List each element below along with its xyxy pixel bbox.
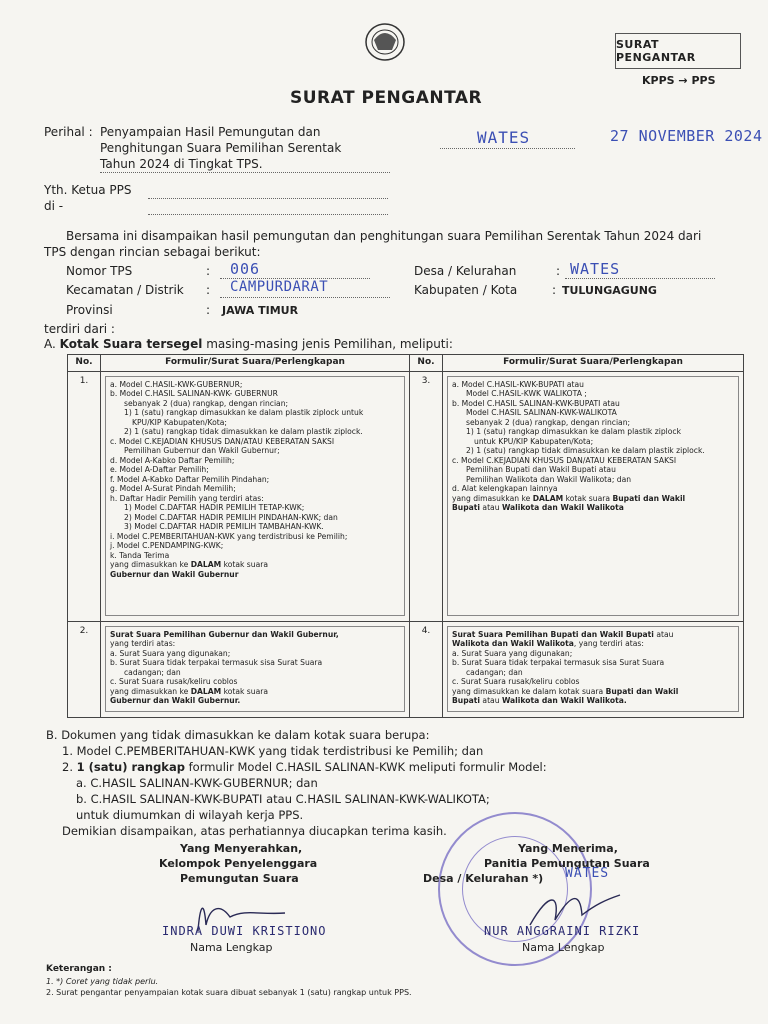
row1-right-line: Model C.HASIL SALINAN-KWK-WALIKOTA <box>466 408 617 418</box>
row1-no-right: 3. <box>410 372 443 622</box>
table-header-form-right: Formulir/Surat Suara/Perlengkapan <box>443 355 744 372</box>
kecamatan-colon: : <box>206 283 211 297</box>
section-a-heading <box>44 337 453 351</box>
row1-left-line: sebanyak 2 (dua) rangkap, dengan rincian; <box>124 398 289 408</box>
section-a-bold: Kotak Suara tersegel <box>59 337 203 351</box>
table-row <box>68 372 744 622</box>
surat-pengantar-box: SURAT PENGANTAR <box>615 33 741 69</box>
yth-label: Yth. Ketua PPS <box>44 183 132 197</box>
row2-left-line: c. Surat Suara rusak/keliru coblos <box>110 677 238 687</box>
right-sign-line-3: Desa / Kelurahan *) <box>423 872 544 885</box>
nomor-tps-colon: : <box>206 264 211 278</box>
row2-right-line: a. Surat Suara yang digunakan; <box>452 648 573 658</box>
section-b-item-2 <box>62 760 547 774</box>
row2-right-closing-bupati: Bupati <box>452 696 480 706</box>
row2-left-line: b. Surat Suara tidak terpakai termasuk sisa Surat Suara <box>110 658 323 668</box>
left-name-handwritten: INDRA DUWI KRISTIONO <box>162 924 327 938</box>
row1-left-line: g. Model A-Surat Pindah Memilih; <box>110 484 236 494</box>
garuda-emblem-icon <box>364 22 406 62</box>
row1-right-line: untuk KPU/KIP Kabupaten/Kota; <box>474 436 594 446</box>
desa-colon: : <box>556 264 561 278</box>
items-table <box>67 354 744 718</box>
nomor-tps-label: Nomor TPS <box>66 264 133 278</box>
row1-right-line: sebanyak 2 (dua) rangkap, dengan rincian; <box>466 417 631 427</box>
row1-right-closing-2 <box>452 503 734 512</box>
perihal-line-2: Penghitungan Suara Pemilihan Serentak <box>100 141 342 155</box>
row2-left-closing-text: yang dimasukkan ke <box>110 686 189 696</box>
intro-line-2: TPS dengan rincian sebagai berikut: <box>44 245 261 259</box>
date-handwritten: 27 NOVEMBER 2024 <box>610 127 763 145</box>
row1-left-line: f. Model A-Kabko Daftar Pemilih Pindahan; <box>110 474 270 484</box>
row1-right-closing-bold: DALAM <box>532 493 564 503</box>
row2-right-heading <box>452 630 734 639</box>
desa-value: WATES <box>570 260 621 278</box>
row1-left-line: KPU/KIP Kabupaten/Kota; <box>132 417 227 427</box>
terdiri-label: terdiri dari : <box>44 322 115 336</box>
section-b-title: B. Dokumen yang tidak dimasukkan ke dalam kotak suara berupa: <box>46 728 430 742</box>
row2-left-line: cadangan; dan <box>124 667 181 677</box>
row1-left-closing-text: yang dimasukkan ke <box>110 560 189 570</box>
row2-right-heading-bold: Surat Suara Pemilihan Bupati dan Wakil Bupati <box>452 630 654 639</box>
row2-right-line: b. Surat Suara tidak terpakai termasuk sisa Surat Suara <box>452 658 665 668</box>
row1-left-line: 3) Model C.DAFTAR HADIR PEMILIH TAMBAHAN-KWK. <box>124 522 324 532</box>
row2-right-closing-walikota: Walikota dan Wakil Walikota. <box>501 696 627 706</box>
section-a-prefix: A. <box>44 337 56 351</box>
section-b-item-2c: untuk diumumkan di wilayah kerja PPS. <box>76 808 304 822</box>
yth-underline <box>148 198 388 199</box>
table-header-form-left: Formulir/Surat Suara/Perlengkapan <box>101 355 410 372</box>
row2-left-closing-bold: DALAM <box>190 686 222 696</box>
row2-left-line: a. Surat Suara yang digunakan; <box>110 648 231 658</box>
left-name-label: Nama Lengkap <box>190 941 273 954</box>
desa-underline <box>565 278 715 279</box>
row1-left-line: a. Model C.HASIL-KWK-GUBERNUR; <box>110 380 243 389</box>
row1-right-line: Pemilihan Bupati dan Wakil Bupati atau <box>466 465 616 475</box>
row2-right-heading-walikota: Walikota dan Wakil Walikota <box>452 639 574 649</box>
row2-left-closing <box>110 687 400 696</box>
section-b-item-2a: a. C.HASIL SALINAN-KWK-GUBERNUR; dan <box>76 776 318 790</box>
row2-right-cell <box>443 622 744 718</box>
left-sign-line-1: Yang Menyerahkan, <box>180 842 303 855</box>
row1-right-line: d. Alat kelengkapan lainnya <box>452 484 558 494</box>
row1-right-closing <box>452 494 734 503</box>
row1-left-cell <box>101 372 410 622</box>
right-sign-line-1: Yang Menerima, <box>518 842 618 855</box>
table-header-no-right: No. <box>410 355 443 372</box>
row2-left-closing-box: Gubernur dan Wakil Gubernur. <box>110 696 241 706</box>
row2-left-cell <box>101 622 410 718</box>
row1-right-closing-bold2: Bupati dan Wakil <box>612 493 686 503</box>
row1-left-line: 2) 1 (satu) rangkap tidak dimasukkan ke dalam plastik ziplock. <box>124 427 363 437</box>
place-underline <box>440 148 575 149</box>
row2-left-closing-text2: kotak suara <box>223 686 269 696</box>
row2-left-line: Surat Suara Pemilihan Gubernur dan Wakil Gubernur, <box>110 630 339 639</box>
row1-right-line: b. Model C.HASIL SALINAN-KWK-BUPATI atau <box>452 398 620 408</box>
left-sign-line-2: Kelompok Penyelenggara <box>159 857 318 870</box>
kabupaten-label: Kabupaten / Kota <box>414 283 518 297</box>
di-label: di - <box>44 199 64 213</box>
right-sign-line-2: Panitia Pemungutan Suara <box>484 857 650 870</box>
kabupaten-value: TULUNGAGUNG <box>562 284 657 297</box>
nomor-tps-value: 006 <box>230 260 261 278</box>
row2-right-closing <box>452 687 734 696</box>
row1-left-closing-bold: DALAM <box>190 560 222 570</box>
table-header-row <box>68 355 744 372</box>
row1-right-closing-bupati: Bupati <box>452 503 480 513</box>
desa-label: Desa / Kelurahan <box>414 264 517 278</box>
row1-right-line: Model C.HASIL-KWK WALIKOTA ; <box>466 389 587 399</box>
table-row <box>68 622 744 718</box>
section-b-item-2b: b. C.HASIL SALINAN-KWK-BUPATI atau C.HASIL SALINAN-KWK-WALIKOTA; <box>76 792 490 806</box>
document-title: SURAT PENGANTAR <box>290 88 483 108</box>
perihal-underline <box>100 172 390 173</box>
row1-left-line: Pemilihan Gubernur dan Wakil Gubernur; <box>124 446 280 456</box>
row1-left-closing <box>110 560 400 569</box>
row1-right-line: 1) 1 (satu) rangkap dimasukkan ke dalam plastik ziplock <box>466 427 681 437</box>
row1-left-line: b. Model C.HASIL SALINAN-KWK- GUBERNUR <box>110 389 278 399</box>
right-name-handwritten: NUR ANGGRAINI RIZKI <box>484 924 641 938</box>
kecamatan-value: CAMPURDARAT <box>230 279 329 295</box>
row1-left-line: k. Tanda Terima <box>110 550 170 560</box>
row1-left-line: c. Model C.KEJADIAN KHUSUS DAN/ATAU KEBERATAN SAKSI <box>110 436 335 446</box>
row1-no-left: 1. <box>68 372 101 622</box>
keterangan-title: Keterangan : <box>46 964 112 974</box>
section-b-item-2-bold: 1 (satu) rangkap <box>76 760 185 774</box>
provinsi-value: JAWA TIMUR <box>222 304 299 317</box>
closing-sentence: Demikian disampaikan, atas perhatiannya diucapkan terima kasih. <box>62 824 447 838</box>
row1-right-closing-text2: kotak suara <box>565 493 611 503</box>
row1-left-closing-box: Gubernur dan Wakil Gubernur <box>110 569 239 579</box>
row1-left-line: d. Model A-Kabko Daftar Pemilih; <box>110 455 235 465</box>
provinsi-label: Provinsi <box>66 303 113 317</box>
row1-left-line: 1) Model C.DAFTAR HADIR PEMILIH TETAP-KWK; <box>124 503 305 513</box>
table-header-no-left: No. <box>68 355 101 372</box>
row1-left-line: 1) 1 (satu) rangkap dimasukkan ke dalam plastik ziplock untuk <box>124 408 364 418</box>
place-handwritten: WATES <box>477 128 531 147</box>
row1-right-closing-atau: atau <box>482 503 500 513</box>
right-name-label: Nama Lengkap <box>522 941 605 954</box>
row1-right-line: Pemilihan Walikota dan Wakil Walikota; dan <box>466 474 632 484</box>
kecamatan-label: Kecamatan / Distrik <box>66 283 184 297</box>
kecamatan-underline <box>220 297 390 298</box>
row1-left-line: h. Daftar Hadir Pemilih yang terdiri atas: <box>110 493 264 503</box>
row1-left-line: e. Model A-Daftar Pemilih; <box>110 465 209 475</box>
row2-right-closing-atau: atau <box>482 696 500 706</box>
row2-right-heading-2 <box>452 639 734 648</box>
kabupaten-colon: : <box>552 283 557 297</box>
section-b-item-1: 1. Model C.PEMBERITAHUAN-KWK yang tidak terdistribusi ke Pemilih; dan <box>62 744 484 758</box>
section-b-item-2-rest: formulir Model C.HASIL SALINAN-KWK meliputi formulir Model: <box>188 760 547 774</box>
row2-right-heading-rest: , yang terdiri atas: <box>573 639 644 649</box>
row1-right-cell <box>443 372 744 622</box>
row1-right-line: 2) 1 (satu) rangkap tidak dimasukkan ke dalam plastik ziplock. <box>466 446 705 456</box>
row2-right-closing-text: yang dimasukkan ke dalam kotak suara <box>452 686 604 696</box>
row1-left-line: 2) Model C.DAFTAR HADIR PEMILIH PINDAHAN-KWK; dan <box>124 512 338 522</box>
row2-left-line: yang terdiri atas: <box>110 639 176 649</box>
perihal-line-1: Penyampaian Hasil Pemungutan dan <box>100 125 321 139</box>
keterangan-note-1: 1. *) Coret yang tidak perlu. <box>46 977 159 986</box>
row1-right-closing-walikota: Walikota dan Wakil Walikota <box>501 503 624 513</box>
section-a-rest: masing-masing jenis Pemilihan, meliputi: <box>206 337 453 351</box>
row1-left-line: i. Model C.PEMBERITAHUAN-KWK yang terdistribusi ke Pemilih; <box>110 531 348 541</box>
keterangan-note-2: 2. Surat pengantar penyampaian kotak suara dibuat sebanyak 1 (satu) rangkap untuk PPS. <box>46 988 412 997</box>
kpps-pps-label: KPPS → PPS <box>642 74 716 87</box>
perihal-label: Perihal : <box>44 125 93 139</box>
row2-right-heading-atau: atau <box>656 630 674 639</box>
provinsi-colon: : <box>206 303 211 317</box>
row1-right-line: a. Model C.HASIL-KWK-BUPATI atau <box>452 380 584 389</box>
row2-right-closing-2 <box>452 696 734 705</box>
di-underline <box>148 214 388 215</box>
section-b-item-2-num: 2. <box>62 760 73 774</box>
row1-left-line: j. Model C.PENDAMPING-KWK; <box>110 541 224 551</box>
row1-right-closing-text: yang dimasukkan ke <box>452 493 531 503</box>
right-desa-handwritten: WATES <box>565 866 610 881</box>
perihal-line-3: Tahun 2024 di Tingkat TPS. <box>100 157 263 171</box>
row2-right-line: c. Surat Suara rusak/keliru coblos <box>452 677 580 687</box>
intro-line-1: Bersama ini disampaikan hasil pemungutan dan penghitungan suara Pemilihan Serentak Tahun 2024 dari <box>66 229 702 243</box>
row2-right-closing-bold: Bupati dan Wakil <box>605 686 679 696</box>
row1-right-line: c. Model C.KEJADIAN KHUSUS DAN/ATAU KEBERATAN SAKSI <box>452 455 677 465</box>
row2-no-left: 2. <box>68 622 101 718</box>
row2-right-line: cadangan; dan <box>466 667 523 677</box>
left-sign-line-3: Pemungutan Suara <box>180 872 299 885</box>
row1-left-closing-text2: kotak suara <box>223 560 269 570</box>
row2-no-right: 4. <box>410 622 443 718</box>
